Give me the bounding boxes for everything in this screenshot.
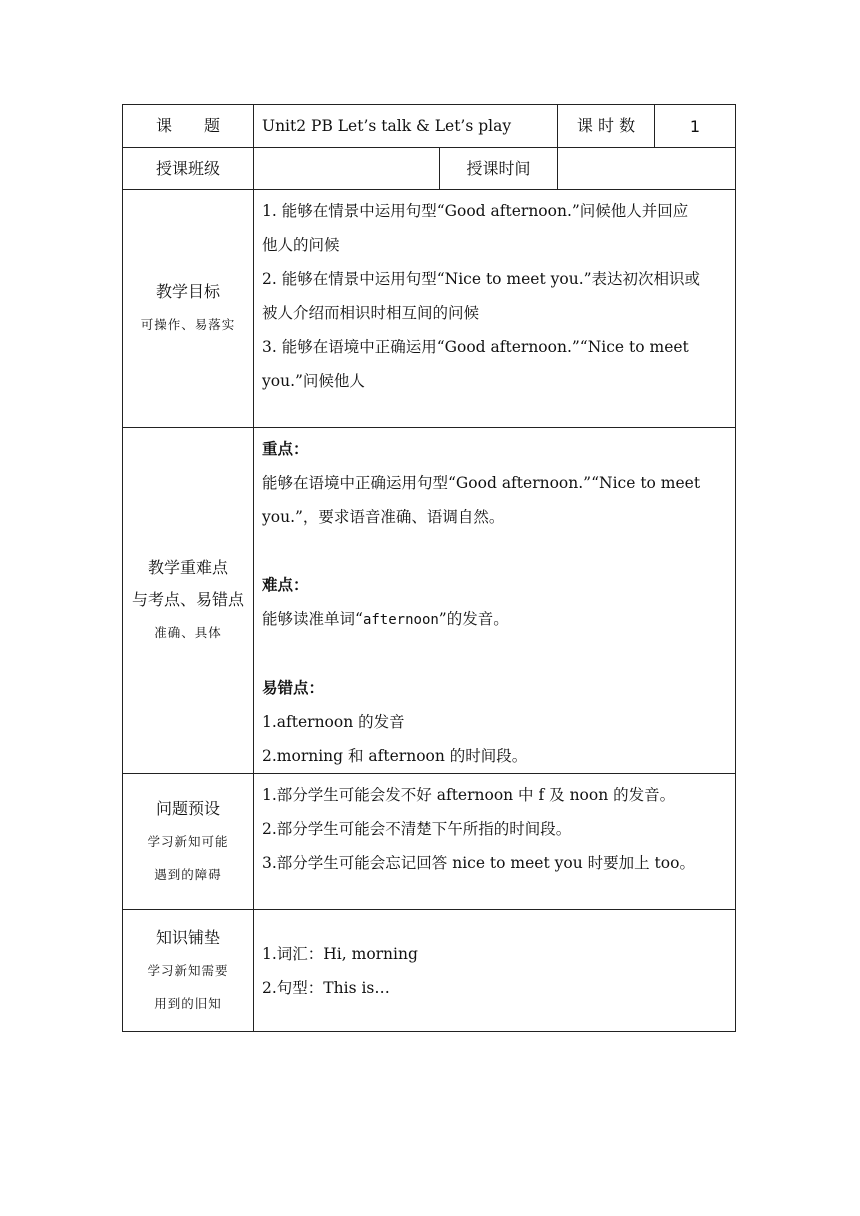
keypoints-label-line1: 教学重难点 (147, 558, 228, 577)
problem-line: 3.部分学生可能会忘记回答 nice to meet you 时要加上 too。 (262, 854, 695, 872)
objectives-content (254, 190, 736, 428)
problems-label-cell (123, 774, 254, 910)
problems-sublabel-line1: 学习新知可能 (147, 833, 229, 849)
objectives-sublabel: 可操作、易落实 (140, 317, 236, 332)
hours-value: 1 (655, 105, 736, 148)
difficulty-word: afternoon (362, 612, 439, 628)
time-label: 授课时间 (466, 158, 531, 178)
objective-line: 他人的问候 (262, 236, 340, 254)
keypoints-row (123, 428, 736, 774)
class-value (254, 148, 440, 190)
objective-line: 1. 能够在情景中运用句型“Good afternoon.”问候他人并回应 (262, 202, 689, 220)
objectives-label: 教学目标 (155, 282, 220, 301)
problem-line: 2.部分学生可能会不清楚下午所指的时间段。 (262, 820, 572, 838)
error-line: 1.afternoon 的发音 (262, 713, 405, 731)
problems-label: 问题预设 (155, 798, 220, 818)
difficulty-heading: 难点： (262, 576, 309, 594)
foundation-sublabel-line2: 用到的旧知 (154, 995, 222, 1011)
time-label-cell (440, 148, 558, 190)
objective-line: you.”问候他人 (262, 372, 365, 390)
objective-line: 被人介绍而相识时相互间的问候 (262, 304, 480, 322)
difficulty-suffix: ”的发音。 (438, 610, 509, 628)
class-row (123, 148, 736, 190)
hours-label-cell (558, 105, 655, 148)
focus-line: 能够在语境中正确运用句型“Good afternoon.”“Nice to meet (262, 474, 701, 492)
problems-sublabel-line2: 遇到的障碍 (154, 866, 222, 882)
foundation-line: 1.词汇：Hi, morning (262, 944, 418, 963)
topic-label-cell (123, 105, 254, 148)
keypoints-content (254, 428, 736, 774)
difficulty-line (262, 602, 727, 637)
objectives-row (123, 190, 736, 428)
class-label-cell (123, 148, 254, 190)
objectives-label-cell (123, 190, 254, 428)
problems-row (123, 774, 736, 910)
error-line: 2.morning 和 afternoon 的时间段。 (262, 747, 528, 765)
foundation-sublabel-line1: 学习新知需要 (147, 962, 229, 978)
class-label: 授课班级 (155, 158, 220, 178)
keypoints-label-cell (123, 428, 254, 774)
keypoints-label-line2: 与考点、易错点 (131, 590, 244, 609)
difficulty-prefix: 能够读准单词“ (262, 610, 363, 628)
topic-row (123, 105, 736, 148)
lesson-plan-sheet (122, 104, 735, 1032)
foundation-label: 知识铺垫 (155, 927, 220, 947)
foundation-row (123, 910, 736, 1032)
time-value (558, 148, 736, 190)
lesson-plan-table (122, 104, 736, 1032)
problem-line: 1.部分学生可能会发不好 afternoon 中 f 及 noon 的发音。 (262, 786, 676, 804)
objective-line: 3. 能够在语境中正确运用“Good afternoon.”“Nice to meet (262, 338, 689, 356)
keypoints-sublabel: 准确、具体 (154, 625, 222, 640)
spacer (262, 637, 727, 671)
foundation-line: 2.句型：This is… (262, 978, 390, 997)
objective-line: 2. 能够在情景中运用句型“Nice to meet you.”表达初次相识或 (262, 270, 701, 288)
focus-heading: 重点： (262, 440, 309, 458)
topic-label: 课 题 (155, 116, 220, 135)
error-heading: 易错点： (262, 679, 325, 697)
problems-content (254, 774, 736, 910)
hours-label: 课 时 数 (576, 116, 636, 135)
focus-line: you.”，要求语音准确、语调自然。 (262, 508, 505, 526)
topic-value: Unit2 PB Let’s talk & Let’s play (254, 105, 558, 148)
foundation-content (254, 910, 736, 1032)
foundation-label-cell (123, 910, 254, 1032)
spacer (262, 534, 727, 568)
